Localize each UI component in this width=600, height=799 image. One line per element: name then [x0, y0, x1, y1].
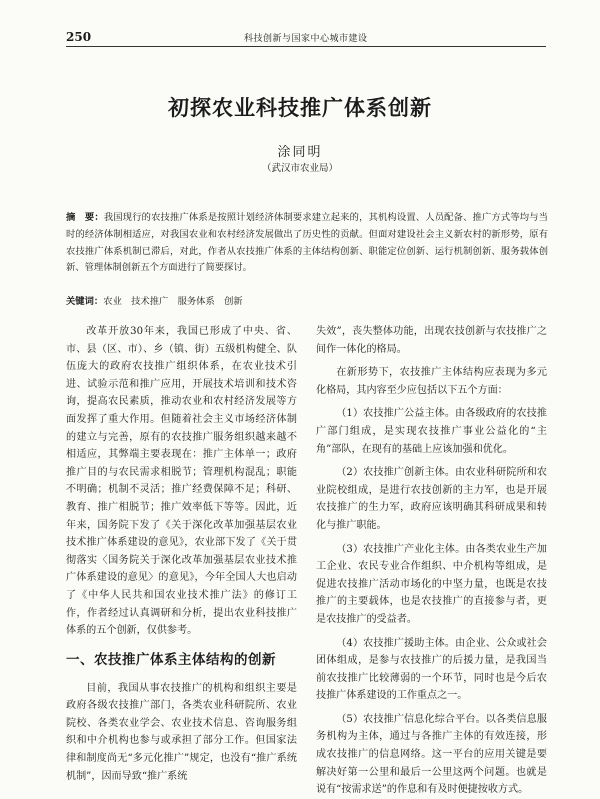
section-paragraph: 目前，我国从事农技推广的机构和组织主要是政府各级农技推广部门，各类农业科研院所、农业院校、各类农业学会、农业技术信息、咨询服务组织和中介机构也参与或承担了部分工作。但国家法律和制度尚无“多元化推广”规定，也没有“推广系统机制”，因而导致“推广系统 [66, 682, 297, 782]
abstract-label: 摘 要： [66, 212, 104, 223]
right-column [316, 323, 547, 799]
keywords-text: 农业 技术推广 服务体系 创新 [103, 296, 243, 307]
author-affiliation: （武汉市农业局） [261, 163, 338, 174]
keywords-label: 关键词： [66, 296, 104, 307]
keywords [66, 293, 546, 307]
continued-paragraph: 失效”，丧失整体功能，出现农技创新与农技推广之间作一体化的格局。 [316, 326, 547, 355]
running-title: 科技创新与国家中心城市建设 [244, 34, 368, 44]
list-item: （3）农技推广产业化主体。由各类农业生产加工企业、农民专业合作组织、中介机构等组成，是促进农技推广活动市场化的中坚力量，也既是农技推广的主要载体，也是农技推广的直接参与者，更是农技推广的受益者。 [316, 543, 547, 625]
page-header [66, 30, 546, 46]
author-name: 涂同明 [277, 145, 323, 160]
abstract [66, 210, 548, 277]
list-item: （4）农技推广援助主体。由企业、公众或社会团体组成，是参与农技推广的后援力量，是我国当前农技推广比较薄弱的一个环节，同时也是今后农技推广体系建设的工作重点之一。 [316, 637, 547, 702]
abstract-text: 我国现行的农技推广体系是按照计划经济体制要求建立起来的，其机构设置、人员配备、推广方式等均与当时的经济体制相适应，对我国农业和农村经济发展做出了历史性的贡献。但面对建设社会主义新农村的新形势，原有农技推广体系机制已滞后，对此，作者从农技推广体系的主体结构创新、职能定位创新、运行机制创新、服务载体创新、管理体制创新五个方面进行了简要探讨。 [66, 212, 548, 274]
header-rule [66, 46, 546, 47]
page-number: 250 [66, 30, 92, 44]
list-item: （1）农技推广公益主体。由各级政府的农技推广部门组成，是实现农技推广事业公益化的“主角”部队，在现有的基础上应该加强和优化。 [316, 408, 547, 455]
article-title: 初探农业科技推广体系创新 [168, 96, 432, 120]
structure-intro-paragraph: 在新形势下，农技推广主体结构应表现为多元化格局，其内容至少应包括以下五个方面： [316, 367, 547, 396]
left-column [66, 323, 297, 785]
section-heading: 一、农技推广体系主体结构的创新 [66, 651, 276, 668]
list-item: （5）农技推广信息化综合平台。以各类信息服务机构为主体，通过与各推广主体的有效连接，形成农技推广的信息网络。这一平台的应用关键是要解决好第一公里和最后一公里这两个问题。也就是说有“按需求送”的作息和有及时便捷按收方式。 [316, 713, 547, 796]
intro-paragraph: 改革开放30年来，我国已形成了中央、省、市、县（区、市）、乡（镇、街）五级机构健全、队伍庞大的政府农技推广组织体系，在农业技术引进、试验示范和推广应用，开展技术培训和技术咨询，提高农民素质，推动农业和农村经济发展等方面发挥了重大作用。但随着社会主义市场经济体制的建立与完善，原有的农技推广服务组织越来越不相适应，其弊端主要表现在：推广主体单一；政府推广目的与农民需求相脱节；管理机构混乱；职能不明确；机制不灵活；推广经费保障不足；科研、教育、推广相脱节；推广效率低下等等。因此，近年来，国务院下发了《关于深化改革加强基层农业技术推广体系建设的意见》，农业部下发了《关于贯彻落实〈国务院关于深化改革加强基层农业技术推广体系建设的意见〉的意见》，今年全国人大也启动了《中华人民共和国农业技术推广法》的修订工作，作者经过认真调研和分析，提出农业科技推广体系的五个创新，仅供参考。 [66, 326, 297, 637]
list-item: （2）农技推广创新主体。由农业科研院所和农业院校组成，是进行农技创新的主力军，也是开展农技推广的生力军，政府应该明确其科研成果和转化与推广职能。 [316, 467, 547, 531]
